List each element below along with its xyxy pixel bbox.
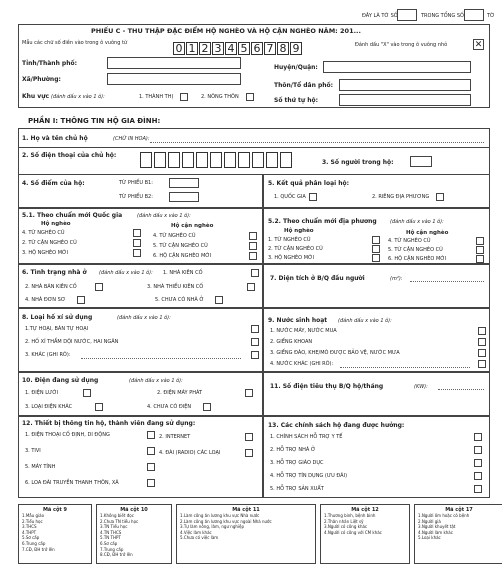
area-note: (đánh dấu x vào 1 ô):	[51, 94, 105, 100]
code-item: 4.TN THCS	[100, 529, 122, 535]
province-field[interactable]	[107, 57, 241, 69]
q12-opt3-checkbox[interactable]	[147, 447, 155, 455]
q51-opt2-checkbox[interactable]	[133, 239, 141, 247]
code-item: 1.Làm công ăn lương khu vực Nhà nước	[180, 513, 260, 518]
code-item: 2.Thân nhân Liệt sỹ	[324, 518, 364, 524]
q51-opt3-checkbox[interactable]	[133, 249, 141, 257]
code-item: 1.Thương binh, bệnh binh	[324, 513, 376, 518]
q12-opt4-checkbox[interactable]	[245, 449, 253, 457]
code-item: 3.THCS	[22, 524, 37, 530]
code-item: 6.Trung cấp	[22, 540, 46, 546]
digit-sample: 9	[290, 42, 302, 55]
q52-opt6-checkbox[interactable]	[476, 255, 484, 263]
phone-digit-box[interactable]	[154, 152, 166, 168]
village-field[interactable]	[339, 79, 471, 91]
q9-opt3: 3. GIẾNG ĐÀO, KHE/MÓ ĐƯỢC BẢO VỆ, NƯỚC MƯA	[270, 350, 400, 356]
q52-opt3: 3. HỘ NGHÈO MỚI	[268, 255, 315, 261]
phone-digit-box[interactable]	[252, 152, 264, 168]
digit-sample: 4	[225, 42, 237, 55]
q7-unit: (m²):	[390, 276, 403, 282]
q52-opt2: 2. TỪ CẬN NGHÈO CŨ	[268, 246, 323, 252]
code-box	[320, 504, 410, 564]
q8-note: (đánh dấu x vào 1 ô):	[117, 315, 171, 321]
q7-section	[263, 264, 490, 308]
q9-note: (đánh dấu x vào 1 ô):	[338, 318, 392, 324]
mark-instruction: Đánh dấu "X" vào trong ô vuông nhỏ	[355, 42, 448, 48]
q4-label: 4. Số điểm của hộ:	[22, 180, 85, 187]
q52-opt6: 6. HỘ CẬN NGHÈO MỚI	[388, 256, 447, 262]
q5-local-checkbox[interactable]	[436, 193, 444, 201]
q8-label: 8. Loại hố xí sử dụng	[22, 314, 93, 321]
code-item: 5.Sơ cấp	[22, 535, 40, 541]
code-box-title: Mã cột 12	[351, 507, 379, 513]
q6-opt5-checkbox[interactable]	[215, 296, 223, 304]
code-item: 3.Tự làm nông, lâm, ngư nghiệp	[180, 524, 244, 530]
q10-opt1-checkbox[interactable]	[83, 389, 91, 397]
q6-note: (đánh dấu x vào 1 ô):	[99, 270, 153, 276]
commune-field[interactable]	[107, 73, 241, 85]
q9-opt3-checkbox[interactable]	[478, 349, 486, 357]
q9-opt2-checkbox[interactable]	[478, 338, 486, 346]
divider	[18, 147, 490, 148]
q10-section	[18, 372, 263, 416]
q12-opt4: 4. ĐÀI (RADIO) CÁC LOẠI	[159, 450, 221, 456]
q51-opt3: 3. HỘ NGHÈO MỚI	[22, 250, 69, 256]
q10-label: 10. Điện đang sử dụng	[22, 377, 99, 384]
phone-digit-box[interactable]	[266, 152, 278, 168]
q51-opt5: 5. TỪ CẬN NGHÈO CŨ	[153, 243, 208, 249]
q8-opt3: 3. KHÁC (GHI RÕ):	[25, 352, 71, 358]
q12-opt1: 1. ĐIỆN THOẠI CỐ ĐỊNH, DI ĐỘNG	[25, 432, 110, 438]
q52-opt1-checkbox[interactable]	[372, 236, 380, 244]
q51-col2-title: Hộ cận nghèo	[171, 223, 214, 229]
digit-sample: 0	[173, 42, 185, 55]
phone-digit-box[interactable]	[280, 152, 292, 168]
digit-sample: 3	[212, 42, 224, 55]
code-item: 2.Tiểu học	[22, 518, 43, 524]
household-order-label: Số thứ tự hộ:	[274, 97, 319, 104]
q13-opt4: 4. HỖ TRỢ TÍN DỤNG (ƯU ĐÃI)	[270, 473, 348, 479]
q8-opt1: 1.TỰ HOẠI, BÁN TỰ HOẠI	[25, 326, 89, 332]
code-item: 2.Làm công ăn lương khu vực ngoài Nhà nước	[180, 518, 272, 524]
q11-value-line[interactable]	[438, 389, 484, 390]
q52-label: 5.2. Theo chuẩn mới địa phương	[268, 218, 377, 225]
q4-section	[18, 174, 263, 208]
code-item: 4.THPT	[22, 529, 37, 535]
q13-opt4-checkbox[interactable]	[474, 472, 482, 480]
digit-samples	[173, 37, 303, 56]
q12-opt5-checkbox[interactable]	[147, 463, 155, 471]
q5-label: 5. Kết quả phân loại hộ:	[268, 180, 350, 187]
q12-opt2-checkbox[interactable]	[245, 433, 253, 441]
q9-other-line[interactable]	[340, 367, 470, 368]
q9-section	[263, 308, 490, 372]
sheets-unit-label: TỜ	[487, 13, 495, 19]
q13-opt5: 5. HỖ TRỢ SẢN XUẤT	[270, 486, 324, 492]
q10-note: (đánh dấu x vào 1 ô):	[129, 378, 183, 384]
code-item: 7.Trung cấp	[100, 546, 124, 552]
q51-opt6-checkbox[interactable]	[249, 252, 257, 260]
q51-opt1-checkbox[interactable]	[133, 229, 141, 237]
q52-opt5: 5. TỪ CẬN NGHÈO CŨ	[388, 247, 443, 253]
q13-opt1-checkbox[interactable]	[474, 433, 482, 441]
q51-opt4: 4. TỪ NGHÈO CŨ	[153, 233, 196, 239]
q11-unit: (KW):	[414, 384, 428, 390]
q13-opt2: 2. HỖ TRỢ NHÀ Ở	[270, 447, 316, 453]
total-sheets-box[interactable]	[464, 9, 484, 21]
q6-label: 6. Tình trạng nhà ở	[22, 269, 87, 276]
code-legend	[18, 504, 490, 564]
q51-opt1: 4. TỪ NGHÈO CŨ	[22, 230, 65, 236]
code-box	[176, 504, 316, 564]
code-item: 1.Không biết đọc	[100, 513, 134, 518]
q2-label: 2. Số điện thoại của chủ hộ:	[22, 152, 117, 159]
digit-sample: 5	[238, 42, 250, 55]
phone-digit-box[interactable]	[168, 152, 180, 168]
q51-label: 5.1. Theo chuẩn mới Quốc gia	[22, 212, 123, 219]
q6-opt1-checkbox[interactable]	[251, 269, 259, 277]
digit-sample: 6	[251, 42, 263, 55]
household-order-field[interactable]	[339, 94, 471, 106]
q5-section	[263, 174, 490, 208]
q51-note: (đánh dấu x vào 1 ô):	[137, 213, 191, 219]
code-box	[96, 504, 172, 564]
q8-opt3-checkbox[interactable]	[251, 351, 259, 359]
code-item: 4.Người có công với CM khác	[324, 529, 382, 535]
q7-label: 7. Diện tích ở B/Q đầu người	[270, 275, 365, 282]
q13-section	[263, 416, 490, 498]
q9-opt4: 4. NƯỚC KHÁC (GHI RÕ):	[270, 361, 334, 367]
phone-digit-box[interactable]	[238, 152, 250, 168]
village-label: Thôn/Tổ dân phố:	[274, 82, 334, 89]
phone-digit-box[interactable]	[182, 152, 194, 168]
code-item: 4.Người làm khác	[418, 529, 453, 535]
sheet-number-box[interactable]	[397, 9, 417, 21]
total-sheets-label: TRONG TỔNG SỐ	[421, 13, 464, 19]
q6-section	[18, 264, 263, 308]
q52-opt4: 4. TỪ NGHÈO CŨ	[388, 238, 431, 244]
digit-sample: 7	[264, 42, 276, 55]
q51-col1-title: Hộ nghèo	[41, 221, 71, 227]
code-item: 3.Người khuyết tật	[418, 524, 456, 530]
urban-checkbox[interactable]	[180, 93, 188, 101]
q10-opt1: 1. ĐIỆN LƯỚI	[25, 390, 59, 396]
area-label: Khu vực	[22, 93, 50, 100]
q6-opt2-checkbox[interactable]	[95, 283, 103, 291]
q12-opt3: 3. TIVI	[25, 448, 41, 454]
q11-label: 11. Số điện tiêu thụ B/Q hộ/tháng	[270, 383, 384, 390]
q10-opt2-checkbox[interactable]	[245, 389, 253, 397]
phone-digit-box[interactable]	[210, 152, 222, 168]
code-box	[18, 504, 92, 564]
district-label: Huyện/Quận:	[274, 64, 318, 71]
q9-opt4-checkbox[interactable]	[478, 360, 486, 368]
code-item: 1.Mẫu giáo	[22, 513, 45, 518]
code-item: 5.TN THPT	[100, 535, 121, 541]
form-title: PHIẾU C - THU THẬP ĐẶC ĐIỂM HỘ NGHÈO VÀ HỘ CẬN NGHÈO NĂM: 201...	[91, 27, 361, 35]
rural-checkbox[interactable]	[246, 93, 254, 101]
q1-label: 1. Họ và tên chủ hộ	[22, 135, 88, 142]
q13-opt3-checkbox[interactable]	[474, 459, 482, 467]
q2-phone-boxes[interactable]	[140, 152, 294, 172]
code-item: 4.Việc làm khác	[180, 529, 212, 535]
q52-opt4-checkbox[interactable]	[476, 237, 484, 245]
q5-national-checkbox[interactable]	[309, 193, 317, 201]
code-box-title: Mã cột 11	[232, 507, 260, 513]
q8-opt1-checkbox[interactable]	[251, 325, 259, 333]
q12-opt5: 5. MÁY TÍNH	[25, 464, 56, 470]
province-label: Tỉnh/Thành phố:	[22, 60, 78, 67]
q9-opt2: 2. GIẾNG KHOAN	[270, 339, 313, 345]
code-item: 7.CĐ, ĐH trở lên	[22, 546, 55, 552]
q51-opt2: 2. TỪ CẬN NGHÈO CŨ	[22, 240, 77, 246]
q9-opt1: 1. NƯỚC MÁY, NƯỚC MUA	[270, 328, 337, 334]
q52-col2-title: Hộ cận nghèo	[406, 230, 449, 236]
phone-digit-box[interactable]	[196, 152, 208, 168]
q13-opt1: 1. CHÍNH SÁCH HỖ TRỢ Y TẾ	[270, 434, 343, 440]
header-block	[18, 24, 490, 108]
q8-other-line[interactable]	[81, 358, 241, 359]
q52-col1-title: Hộ nghèo	[284, 228, 314, 234]
code-item: 6.Sơ cấp	[100, 540, 118, 546]
code-item: 2.Người già	[418, 518, 441, 524]
phone-digit-box[interactable]	[140, 152, 152, 168]
code-item: 3.TN Tiểu học	[100, 524, 128, 530]
q6-opt3: 3. NHÀ THIẾU KIÊN CỐ	[147, 284, 204, 290]
q52-section	[263, 208, 490, 264]
q4-b2-box[interactable]	[169, 192, 199, 202]
mark-sample-box: ✕	[474, 40, 483, 50]
code-box	[414, 504, 502, 564]
code-item: 5.Chưa có việc làm	[180, 535, 219, 541]
q6-opt1: 1. NHÀ KIÊN CỐ	[163, 270, 203, 276]
q52-opt2-checkbox[interactable]	[372, 245, 380, 253]
code-box-title: Mã cột 10	[120, 507, 148, 513]
q13-opt3: 3. HỖ TRỢ GIÁO DỤC	[270, 460, 324, 466]
q52-opt3-checkbox[interactable]	[372, 254, 380, 262]
q6-opt4-checkbox[interactable]	[77, 296, 85, 304]
q12-label: 12. Thiết bị thông tin hộ, thành viên đang sử dụng:	[22, 420, 196, 427]
sheet-number-label: ĐÂY LÀ TỜ SỐ	[362, 13, 398, 19]
q13-opt5-checkbox[interactable]	[474, 485, 482, 493]
q51-opt6: 6. HỘ CẬN NGHÈO MỚI	[153, 253, 212, 259]
q3-box[interactable]	[410, 156, 432, 167]
q4-b2-label: TỪ PHIẾU B2:	[119, 194, 153, 200]
q51-section	[18, 208, 263, 264]
code-box-title: Mã cột 9	[42, 507, 68, 513]
q8-section	[18, 308, 263, 372]
q12-opt2: 2. INTERNET	[159, 434, 191, 440]
q12-opt1-checkbox[interactable]	[147, 431, 155, 439]
q4-b1-label: TỪ PHIẾU B1:	[119, 180, 153, 186]
digit-sample-instruction: Mẫu các chữ số điền vào trong ô vuông từ	[22, 40, 128, 46]
q51-opt5-checkbox[interactable]	[249, 242, 257, 250]
q12-opt6: 6. LOA ĐÀI TRUYỀN THANH THÔN, XÃ	[25, 480, 119, 486]
q52-opt5-checkbox[interactable]	[476, 246, 484, 254]
q6-opt4: 4. NHÀ ĐƠN SƠ	[25, 297, 66, 303]
q13-label: 13. Các chính sách hộ đang được hưởng:	[268, 422, 405, 429]
q6-opt5: 5. CHƯA CÓ NHÀ Ở	[155, 297, 205, 303]
q10-opt4: 4. CHƯA CÓ ĐIỆN	[147, 404, 192, 410]
q9-opt1-checkbox[interactable]	[478, 327, 486, 335]
q3-label: 3. Số người trong hộ:	[322, 159, 394, 166]
q1-note: (CHỮ IN HOA):	[113, 136, 150, 142]
q7-value-line[interactable]	[410, 281, 484, 282]
q6-opt3-checkbox[interactable]	[247, 283, 255, 291]
q10-opt3: 3. LOẠI ĐIỆN KHÁC	[25, 404, 73, 410]
urban-label: 1. THÀNH THỊ	[139, 94, 173, 100]
district-field[interactable]	[323, 61, 471, 73]
commune-label: Xã/Phường:	[22, 76, 61, 83]
code-item: 1.Người ốm hoặc có bệnh	[418, 513, 470, 518]
q10-opt2: 2. ĐIỆN MÁY PHÁT	[157, 390, 203, 396]
code-item: 2.Chưa TN tiểu học	[100, 518, 139, 524]
q5-national-label: 1. QUỐC GIA	[274, 194, 306, 200]
q8-opt2-checkbox[interactable]	[251, 338, 259, 346]
q1-name-line[interactable]	[150, 142, 484, 143]
phone-digit-box[interactable]	[224, 152, 236, 168]
rural-label: 2. NÔNG THÔN	[201, 94, 239, 100]
digit-sample: 8	[277, 42, 289, 55]
q12-opt6-checkbox[interactable]	[147, 479, 155, 487]
part1-title: PHẦN I: THÔNG TIN HỘ GIA ĐÌNH:	[28, 117, 161, 125]
q52-note: (đánh dấu x vào 1 ô):	[390, 219, 444, 225]
q12-section	[18, 416, 263, 498]
q11-section	[263, 372, 490, 416]
q10-opt3-checkbox[interactable]	[95, 403, 103, 411]
q10-opt4-checkbox[interactable]	[203, 403, 211, 411]
digit-sample: 2	[199, 42, 211, 55]
q52-opt1: 1. TỪ NGHÈO CŨ	[268, 237, 311, 243]
q13-opt2-checkbox[interactable]	[474, 446, 482, 454]
digit-sample: 1	[186, 42, 198, 55]
q4-b1-box[interactable]	[169, 178, 199, 188]
q6-opt2: 2. NHÀ BÁN KIÊN CỐ	[25, 284, 77, 290]
q51-opt4-checkbox[interactable]	[249, 232, 257, 240]
q8-opt2: 2. HỐ XÍ THẤM DỘI NƯỚC, HAI NGĂN	[25, 339, 119, 345]
code-item: 8.CĐ, ĐH trở lên	[100, 552, 133, 558]
q9-label: 9. Nước sinh hoạt	[268, 317, 328, 324]
code-box-title: Mã cột 17	[445, 507, 473, 513]
q5-local-label: 2. RIÊNG ĐỊA PHƯƠNG	[372, 194, 430, 200]
code-item: 3.Người có công khác	[324, 524, 368, 530]
code-item: 5.Loại khác	[418, 535, 441, 541]
